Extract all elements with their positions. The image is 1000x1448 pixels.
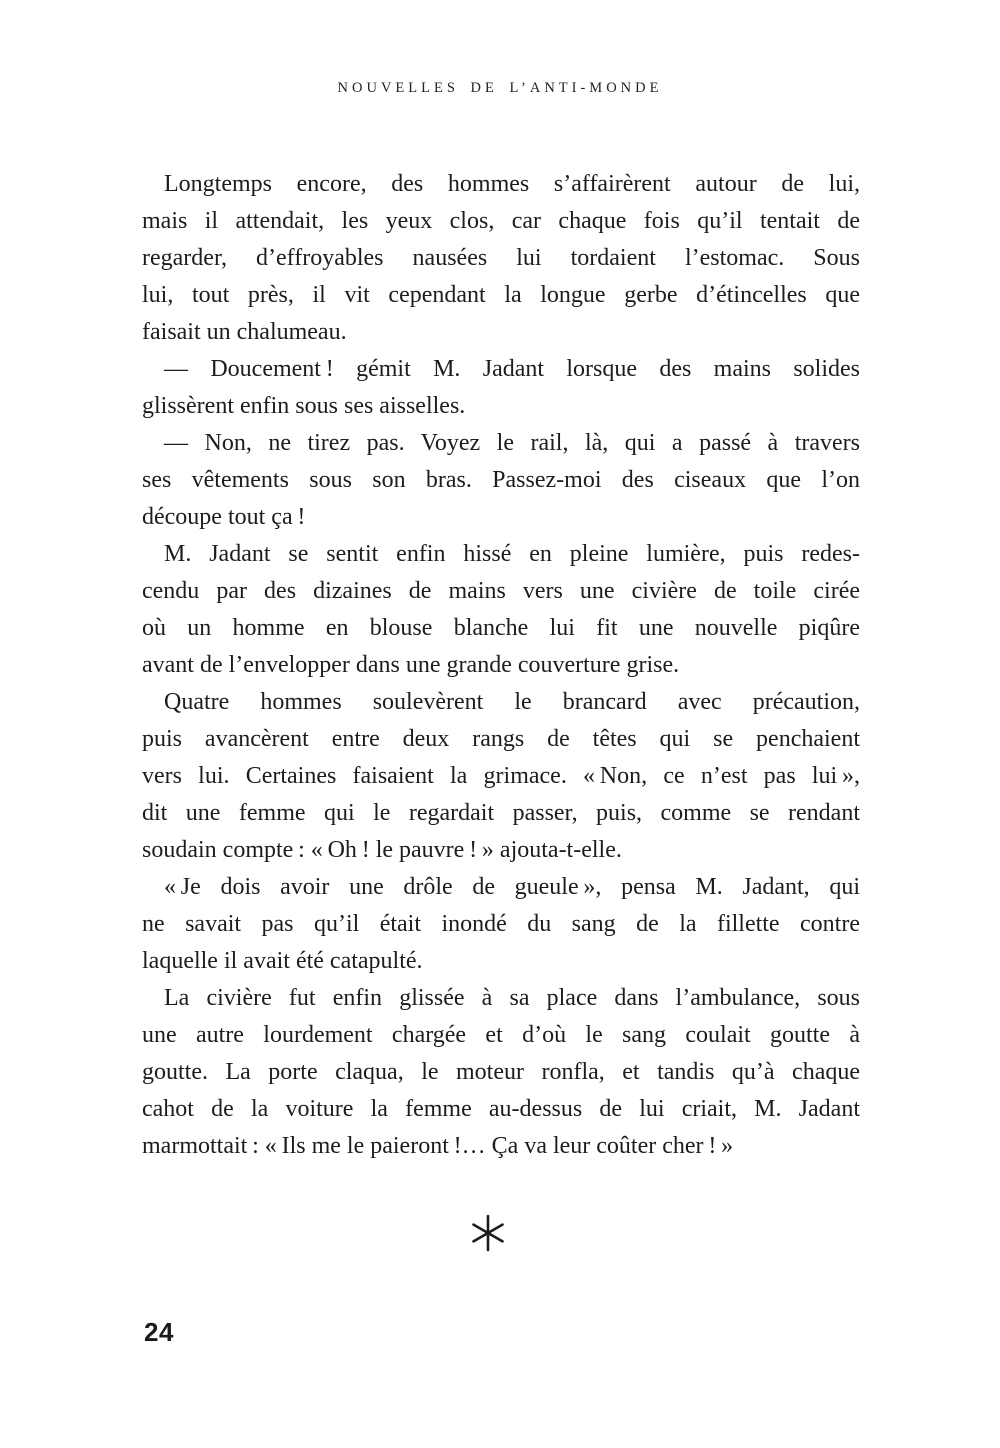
paragraph <box>142 425 860 536</box>
page-number: 24 <box>144 1317 174 1347</box>
text-line: M. Jadant se sentit enfin hissé en pleine lumière, puis redes- <box>164 541 860 567</box>
text-line: dit une femme qui le regardait passer, puis, comme se rendant <box>142 800 860 826</box>
text-line: lui, tout près, il vit cependant la longue gerbe d’étincelles que <box>142 282 860 308</box>
text-line: vers lui. Certaines faisaient la grimace. « Non, ce n’est pas lui », <box>142 763 860 789</box>
text-line: La civière fut enfin glissée à sa place dans l’ambulance, sous <box>164 985 860 1011</box>
running-head-title: NOUVELLES DE L’ANTI-MONDE <box>337 80 663 96</box>
text-line: laquelle il avait été catapulté. <box>142 948 423 974</box>
body-text <box>142 166 860 1165</box>
text-line: découpe tout ça ! <box>142 504 306 530</box>
text-line: faisait un chalumeau. <box>142 319 347 345</box>
text-line: — Non, ne tirez pas. Voyez le rail, là, qui a passé à travers <box>164 430 860 456</box>
paragraph <box>142 536 860 684</box>
text-line: glissèrent enfin sous ses aisselles. <box>142 393 466 419</box>
paragraph <box>142 980 860 1165</box>
text-line: regarder, d’effroyables nausées lui tordaient l’estomac. Sous <box>142 245 860 271</box>
paragraph <box>142 351 860 425</box>
text-line: marmottait : « Ils me le paieront !… Ça va leur coûter cher ! » <box>142 1133 734 1159</box>
text-line: Longtemps encore, des hommes s’affairèrent autour de lui, <box>164 171 860 197</box>
text-line: Quatre hommes soulevèrent le brancard avec précaution, <box>164 689 860 715</box>
text-line: ses vêtements sous son bras. Passez-moi des ciseaux que l’on <box>142 467 860 493</box>
text-line: puis avancèrent entre deux rangs de têtes qui se penchaient <box>142 726 860 752</box>
text-line: — Doucement ! gémit M. Jadant lorsque des mains solides <box>164 356 860 382</box>
text-line: où un homme en blouse blanche lui fit une nouvelle piqûre <box>142 615 860 641</box>
text-line: ne savait pas qu’il était inondé du sang de la fillette contre <box>142 911 860 937</box>
text-line: goutte. La porte claqua, le moteur ronfla, et tandis qu’à chaque <box>142 1059 860 1085</box>
paragraph <box>142 166 860 351</box>
text-line: soudain compte : « Oh ! le pauvre ! » ajouta-t-elle. <box>142 837 622 863</box>
asterisk-icon <box>469 1213 507 1253</box>
paragraph <box>142 869 860 980</box>
paragraph <box>142 684 860 869</box>
text-line: mais il attendait, les yeux clos, car chaque fois qu’il tentait de <box>142 208 860 234</box>
section-separator <box>466 1211 510 1255</box>
text-line: cahot de la voiture la femme au-dessus de lui criait, M. Jadant <box>142 1096 860 1122</box>
text-line: « Je dois avoir une drôle de gueule », pensa M. Jadant, qui <box>164 874 860 900</box>
text-line: cendu par des dizaines de mains vers une civière de toile cirée <box>142 578 860 604</box>
text-line: une autre lourdement chargée et d’où le sang coulait goutte à <box>142 1022 860 1048</box>
text-line: avant de l’envelopper dans une grande couverture grise. <box>142 652 680 678</box>
